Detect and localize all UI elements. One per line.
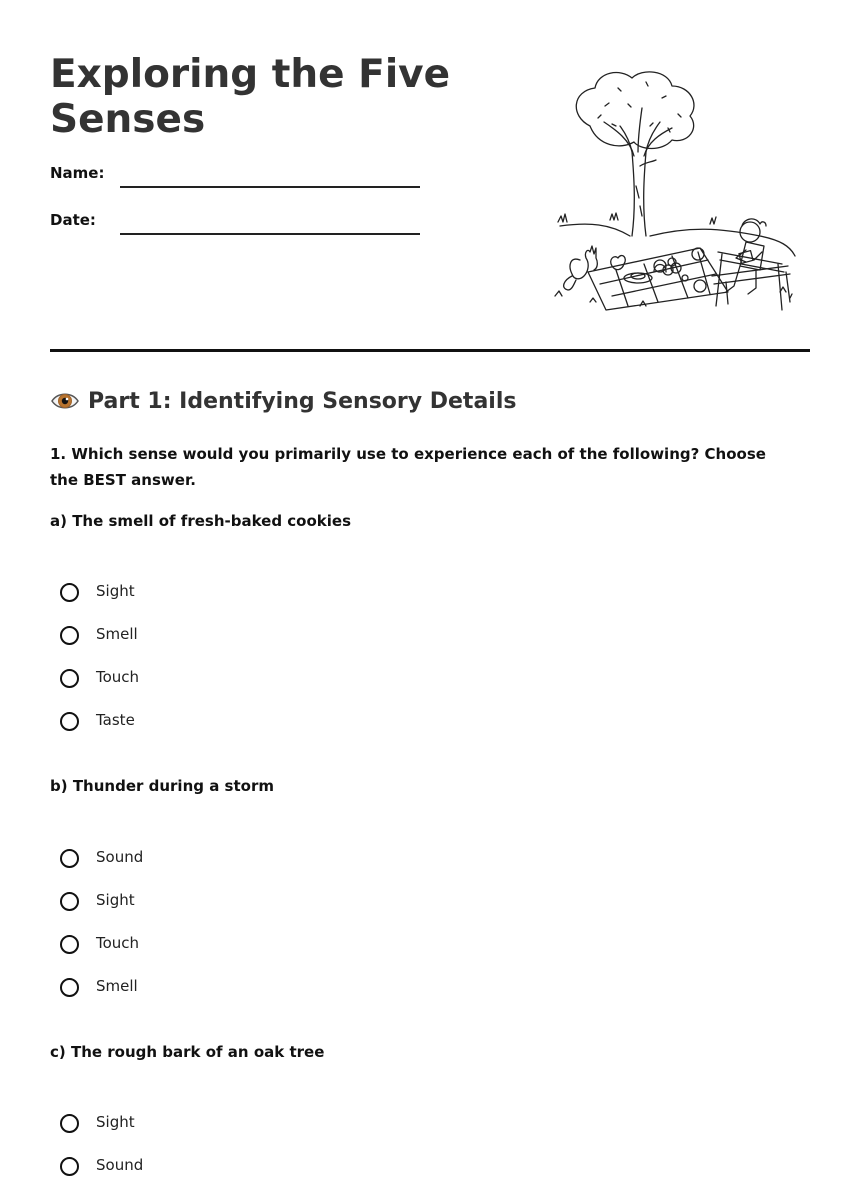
date-label: Date:: [50, 211, 96, 229]
date-field[interactable]: [120, 233, 420, 235]
worksheet-header: [50, 52, 810, 312]
question-1c-option[interactable]: [60, 1143, 460, 1186]
question-1b-options: [60, 835, 460, 1007]
radio-button[interactable]: [60, 626, 79, 645]
name-field[interactable]: [120, 186, 420, 188]
part1-title: Part 1: Identifying Sensory Details: [88, 388, 517, 414]
question-1a-label: a) The smell of fresh-baked cookies: [50, 512, 352, 530]
option-label: Touch: [96, 933, 140, 952]
park-picnic-illustration: [550, 66, 800, 312]
name-label: Name:: [50, 164, 105, 182]
question-1-prompt: 1. Which sense would you primarily use to experience each of the following? Choose the BEST answer.: [50, 445, 766, 489]
question-1a-option[interactable]: [60, 612, 460, 655]
option-label: Smell: [96, 976, 138, 995]
eye-icon: [50, 386, 80, 416]
radio-button[interactable]: [60, 1114, 79, 1133]
option-label: Sound: [96, 847, 144, 866]
question-1b-label: b) Thunder during a storm: [50, 777, 274, 795]
part1-heading: [50, 386, 516, 416]
question-1a-option[interactable]: [60, 655, 460, 698]
option-label: Sight: [96, 890, 135, 909]
radio-button[interactable]: [60, 935, 79, 954]
radio-button[interactable]: [60, 1157, 79, 1176]
option-label: Touch: [96, 667, 140, 686]
question-1c-options: [60, 1100, 460, 1186]
question-1b-option[interactable]: [60, 835, 460, 878]
question-1a-options: [60, 569, 460, 741]
radio-button[interactable]: [60, 978, 79, 997]
question-1b-option[interactable]: [60, 921, 460, 964]
question-1b-option[interactable]: [60, 878, 460, 921]
question-1c-label: c) The rough bark of an oak tree: [50, 1043, 325, 1061]
radio-button[interactable]: [60, 892, 79, 911]
date-field-row: [50, 211, 420, 239]
radio-button[interactable]: [60, 669, 79, 688]
question-1a-option[interactable]: [60, 698, 460, 741]
radio-button[interactable]: [60, 849, 79, 868]
option-label: Smell: [96, 624, 138, 643]
option-label: Sight: [96, 1112, 135, 1131]
radio-button[interactable]: [60, 712, 79, 731]
question-1a-option[interactable]: [60, 569, 460, 612]
page-title: Exploring the Five Senses: [50, 52, 451, 142]
header-divider: [50, 349, 810, 352]
name-field-row: [50, 164, 420, 192]
radio-button[interactable]: [60, 583, 79, 602]
question-1b-option[interactable]: [60, 964, 460, 1007]
option-label: Sight: [96, 581, 135, 600]
option-label: Sound: [96, 1155, 144, 1174]
option-label: Taste: [96, 710, 135, 729]
question-1c-option[interactable]: [60, 1100, 460, 1143]
